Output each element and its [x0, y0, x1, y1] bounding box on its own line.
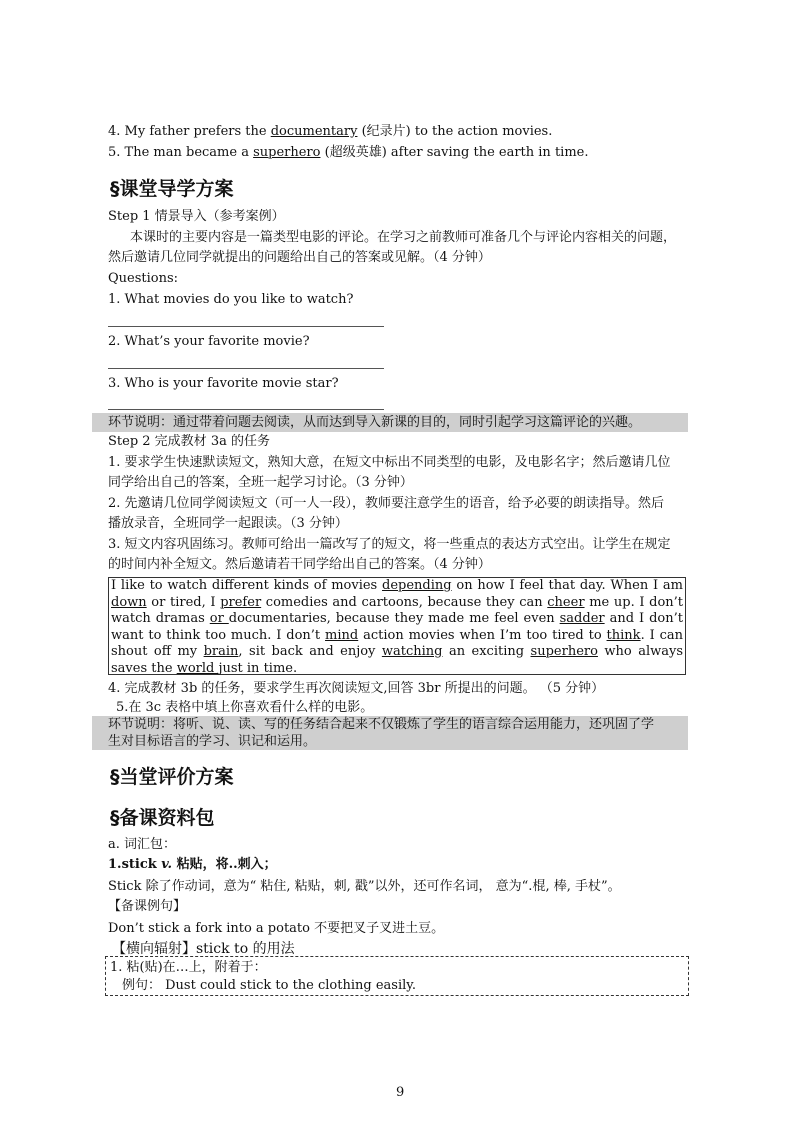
- step1-desc: 本课时的主要内容是一篇类型电影的评论。在学习之前教师可准备几个与评论内容相关的问题，: [130, 230, 677, 245]
- step1-title: Step 1 情景导入（参考案例）: [108, 209, 285, 224]
- note-2: 环节说明：将听、说、读、写的任务结合起来不仅锻炼了学生的语言综合运用能力，还巩固了学: [108, 717, 655, 732]
- line-number: 4.: [108, 124, 121, 139]
- step2-item: 1. 要求学生快速默读短文，熟知大意，在短文中标出不同类型的电影，及电影名字；然后邀请几位: [108, 455, 671, 470]
- question-3: 3. Who is your favorite movie star?: [108, 376, 339, 391]
- questions-label: Questions:: [108, 271, 179, 286]
- answer-blank: [108, 409, 384, 410]
- answer-blank: [108, 326, 384, 327]
- step2-item: 的时间内补全短文。然后邀请若干同学给出自己的答案。（4 分钟）: [108, 557, 491, 572]
- vocab-line-5: [108, 144, 588, 162]
- question-2: 2. What’s your favorite movie?: [108, 334, 310, 349]
- page-number: 9: [396, 1085, 405, 1100]
- vocab-pack-label: a. 词汇包：: [108, 837, 177, 852]
- question-1: 1. What movies do you like to watch?: [108, 292, 354, 307]
- step2-item: 5.在 3c 表格中填上你喜欢看什么样的电影。: [116, 700, 374, 715]
- section-heading-classroom-guide: §课堂导学方案: [110, 178, 234, 200]
- note-2: 生对目标语言的学习、识记和运用。: [108, 734, 317, 749]
- note-1: 环节说明：通过带着问题去阅读，从而达到导入新课的目的，同时引起学习这篇评论的兴趣。: [108, 415, 642, 430]
- text: The man became a: [124, 145, 254, 160]
- example-sentence: Don’t stick a fork into a potato 不要把叉子叉进土豆。: [108, 921, 445, 936]
- answer-blank: [108, 368, 384, 369]
- section-heading-evaluation: §当堂评价方案: [110, 766, 234, 788]
- step2-item: 4. 完成教材 3b 的任务，要求学生再次阅读短文,回答 3br 所提出的问题。 （5 分钟）: [108, 681, 605, 696]
- stick-entry: 1.stick v. 粘贴，将..刺入；: [108, 857, 277, 872]
- cloze-passage: I like to watch different kinds of movies depending on how I feel that day. When I am down or tired, I prefer comedies and cartoons, because they can cheer me up. I don’t watch dramas or documentaries, because they made me feel even sadder and I don’t want to think too much. I don’t mind action movies when I’m too tired to think. I can shout off my brain, sit back and enjoy watching an exciting superhero who always saves the world just in time.: [111, 578, 684, 676]
- radiation-heading: 【横向辐射】stick to 的用法: [112, 941, 295, 957]
- step2-item: 播放录音，全班同学一起跟读。（3 分钟）: [108, 516, 348, 531]
- section-heading-resources: §备课资料包: [110, 807, 215, 829]
- underlined-word: superhero: [253, 145, 321, 160]
- usage-item: 1. 粘(贴)在…上，附着于：: [110, 960, 267, 975]
- step2-item: 同学给出自己的答案，全班一起学习讨论。（3 分钟）: [108, 475, 413, 490]
- step2-title: Step 2 完成教材 3a 的任务: [108, 434, 270, 449]
- step2-item: 3. 短文内容巩固练习。教师可给出一篇改写了的短文，将一些重点的表达方式空出。让学生在规定: [108, 537, 671, 552]
- stick-description: Stick 除了作动词，意为“ 粘住, 粘贴，刺, 戳”以外，还可作名词， 意为“.棍, 棒, 手杖”。: [108, 879, 621, 894]
- text: (超级英雄) after saving the earth in time.: [320, 145, 589, 160]
- usage-example: 例句： Dust could stick to the clothing easily.: [122, 978, 417, 993]
- step1-desc: 然后邀请几位同学就提出的问题给出自己的答案或见解。（4 分钟）: [108, 250, 491, 265]
- text: My father prefers the: [124, 124, 271, 139]
- example-label: 【备课例句】: [108, 899, 187, 914]
- step2-item: 2. 先邀请几位同学阅读短文（可一人一段），教师要注意学生的语音，给予必要的朗读指导。然后: [108, 496, 665, 511]
- line-number: 5.: [108, 145, 121, 160]
- underlined-word: documentary: [270, 124, 358, 139]
- text: (纪录片) to the action movies.: [357, 124, 553, 139]
- vocab-line-4: [108, 123, 552, 141]
